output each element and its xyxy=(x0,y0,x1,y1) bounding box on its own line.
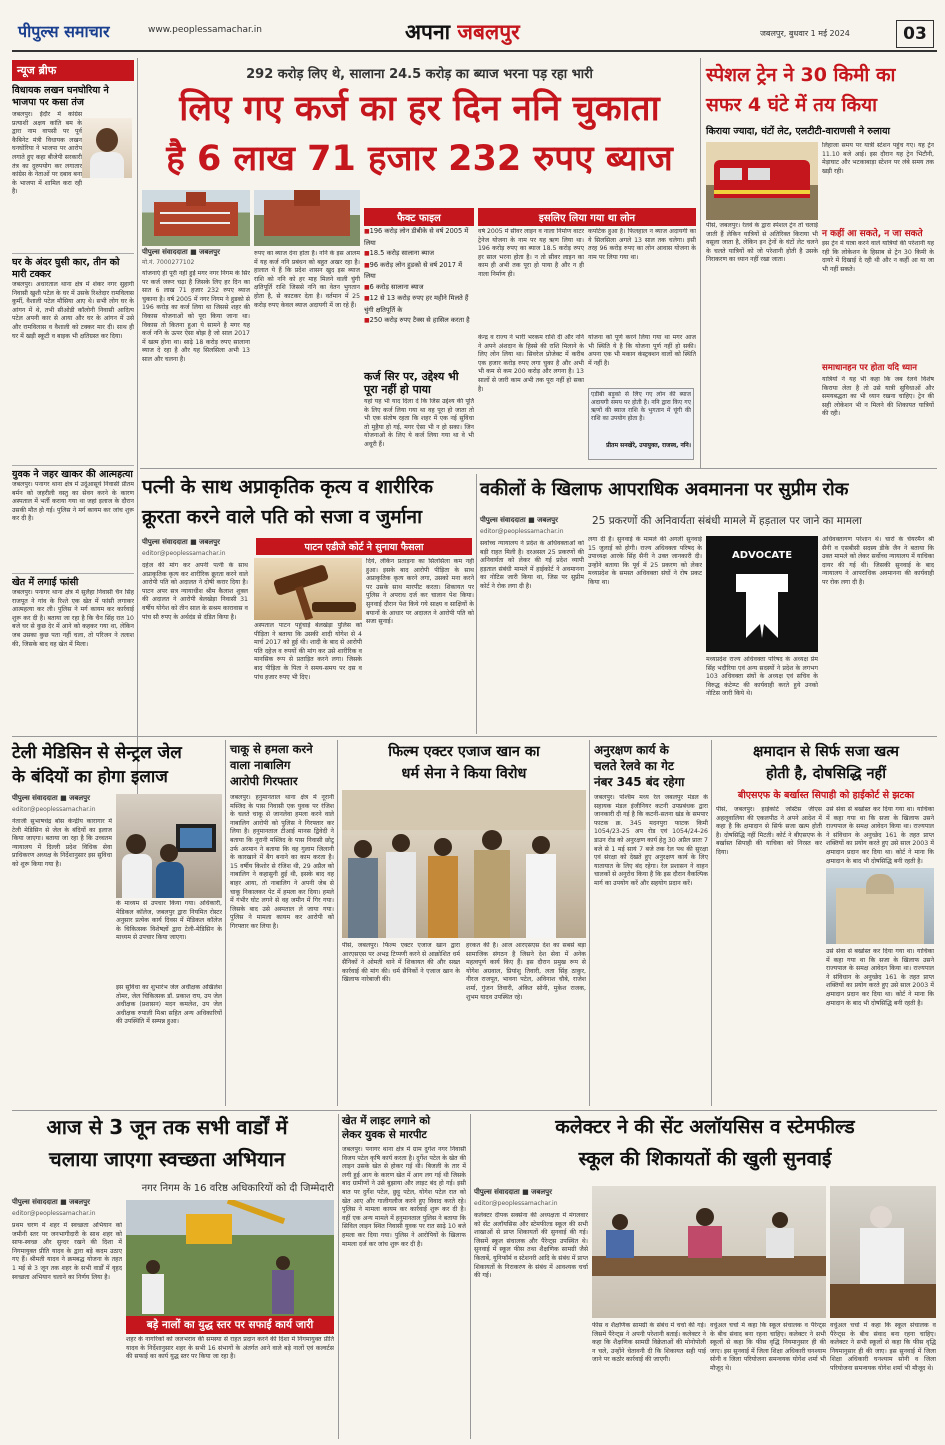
lawyers-byline: पीपुल्स संवाददाता ■ जबलपुर xyxy=(480,516,558,524)
fact-item: ■ 196 करोड़ लोन डीबीके से वर्ष 2005 में लिया xyxy=(364,226,474,248)
masthead-rule xyxy=(12,50,937,52)
cleanliness-divider xyxy=(338,1114,339,1439)
collector-email: editor@peoplessamachar.in xyxy=(474,1200,558,1207)
fact-file-title: फैक्ट फाइल xyxy=(364,208,474,226)
fact-list xyxy=(364,226,474,327)
lead-body-col3: यहां यह भी याद दिला दें कि जिस उद्देश्य की पूर्ति के लिए कर्ज लिया गया था वह पूरा हो जाता तो भी एक संतोष रहता कि शहर में एक नई सुविधा तो मुहैया हो गई, मगर ऐसा भी न हो सका। जिन योजनाओं के लिए ये कर्ज लिया गया था वे भी अधूरी हैं। xyxy=(364,398,474,448)
lead-body-col2: रुपए का ब्याज देना होता है। ननि के इस आलम में यह कर्ज ननि प्रबंधन को बहुत अखर रहा है। हालात ये हैं कि प्रदेश शासन खुद इस ब्याज राशि को ननि को हर माह मिलने वाली चुंगी क्षतिपूर्ति राशि जिससे ननि का वेतन भुगतान होता है, से काटकर देता है। वर्तमान में 25 करोड़ रुपए केवल ब्याज अदायगी में जा रहे हैं। xyxy=(254,250,360,309)
municipal-building-photo xyxy=(142,190,250,246)
section-divider-3 xyxy=(12,1110,937,1111)
train-body-col4: यात्रियों ने यह भी कहा कि जब रेलवे विशेष किराया लेता है तो उसे यात्री सुविधाओं और समयबद्धता का भी ध्यान रखना चाहिए। ट्रेन की सही लोकेशन भी न मिलने की शिकायत यात्रियों की रही। xyxy=(822,376,934,418)
fact-item: ■ 6 करोड़ सालाना ब्याज xyxy=(364,282,474,294)
advocate-graphic xyxy=(706,536,818,652)
telemed-divider xyxy=(225,740,226,1106)
actor-headline-line1: फिल्म एक्टर एजाज खान का xyxy=(388,744,540,760)
brief-body: जबलपुर। ईंदौर में कांग्रेस प्रत्याशी अक्षय कांति बम के द्वारा नाम वापसी पर पूर्व कैबिनेट मंत्री विधायक लखन घनघोरिया ने भाजपा पर आरोप लगाते हुए कहा बीजेपी सरकारी तंत्र का दुरुपयोग कर लगातार कांग्रेस के नेताओं पर दबाव बना के भाजपा में शामिल करा रही है। xyxy=(12,111,82,196)
knife-body: जबलपुर। हनुमानताल थाना क्षेत्र में नूरानी मस्जिद के पास निवासी एक युवक पर रंजिश के चलते चाकू से जानलेवा हमला करने वाले नाबालिग आरोपी को पुलिस ने गिरफ्तार कर लिया है। हनुमानताल टीआई मानस द्विवेदी ने बताया कि नूरानी मस्जिद के पास निवासी छोटू उर्फ अरमान ने बताया कि वह गुलाम जिलानी के कारखाने में बैग बनाने का काम करता है। 15 वर्षीय किशोर से रंजिश थी, 29 अप्रैल को नाबालिग ने कहासुनी हुई थी, इसके बाद वह बाहर आया, तो नाबालिग ने अपनी जेब से चाकू निकालकर पेट में हमला कर दिया। हमले में गंभीर घोट लगने से वह जमीन में गिर गया। जिसके बाद उसे अस्पताल ले जाया गया। पुलिस ने मामला कायम कर आरोपी को गिरफ्तार कर लिया है। xyxy=(230,794,334,930)
pardon-subheadline: बीएसएफ के बर्खास्त सिपाही को हाईकोर्ट से झटका xyxy=(737,790,915,801)
drain-cleaning-photo xyxy=(126,1200,334,1316)
section-title-part1: अपना xyxy=(405,20,451,44)
rail-body: जबलपुर। पश्चिम मध्य रेल जबलपुर मंडल के सहायक मंडल इंजीनियर कटनी उपप्रबंधक द्वारा जानकारी दी गई है कि कटनी-सतना खंड के समपार फाटक क्र. 345 मदनपुरा फाटक किमी 1054/23-25 अप रोड एवं 1054/24-26 डाउन रोड को अनुरक्षण कार्य हेतु 30 अप्रैल प्रातः 7 बजे से 1 मई सायं 7 बजे तक रेल पथ की सुरक्षा एवं संरक्षा को देखते हुए अनुरक्षण कार्य के लिए यातायात के लिए बंद रहेगा। रेल प्रशासन ने वाहन चालकों से अनुरोध किया है कि इस दौरान वैकल्पिक मार्ग का उपयोग करें और सहयोग प्रदान करें। xyxy=(594,794,708,887)
website-url: www.peoplessamachar.in xyxy=(148,25,262,35)
brand-logo: पीपुल्स समाचार xyxy=(18,22,110,41)
actor-body-col1: पीसं, जबलपुर। फिल्म एक्टर एजाज खान द्वारा आरएसएस पर अभद्र टिप्पणी करने से आक्रोशित धर्म सैनिकों ने ओमती थाने में शिकायत की और सख्त कार्रवाई की मांग की। धर्म सैनिकों ने एजाज खान के खिलाफ नारेबाजी की। xyxy=(342,942,460,984)
collector-body-col1: कलेक्टर दीपक सक्सेना की अध्यक्षता में मंगलवार को सेंट अलॉयसिस और स्टेमफील्ड स्कूल की सभी शाखाओं से प्राप्त शिकायतों की सुनवाई की गई। जिसमें स्कूल संचालक और पैरेन्ट्स उपस्थित थे। सुनवाई में स्कूल फीस तथा शैक्षणिक सामग्री जैसे किताबें, यूनिफॉर्म व स्टेशनरी आदि के संबंध में प्राप्त शिकायतों के निराकरण के संबंध में आवश्यक चर्चा की गई। xyxy=(474,1212,588,1280)
train-headline-line1: स्पेशल ट्रेन ने 30 किमी का xyxy=(706,64,896,86)
lakhan-ghanghoriya-photo xyxy=(82,118,132,178)
cleanliness-headline-line1: आज से 3 जून तक सभी वार्डों में xyxy=(46,1115,288,1139)
pardon-body-col1: पीसं, जबलपुर। हाईकोर्ट जस्टिस जीएस अहलूवालिया की एकलपीठ ने अपने आदेश में कहा है कि क्षमादान से सिर्फ सजा खत्म होती है। दोषसिद्धि नहीं मिटती। कोर्ट ने बीएसएफ के बर्खास्त सिपाही की याचिका को निरस्त कर दिया। xyxy=(716,806,822,856)
quote-attribution: प्रीतम सनखेरे, उपायुक्त, राजस्व, ननि। xyxy=(606,442,691,449)
pardon-body-col3: उसे सेवा से बर्खास्त कर दिया गया था। याचिका में कहा गया था कि सजा के खिलाफ उसने राज्यपाल के समक्ष आवेदन किया था। राज्यपाल ने संविधान के अनुच्छेद 161 के तहत प्राप्त शक्तियों का प्रयोग करते हुए उसे साल 2003 में क्षमादान प्रदान कर दिया था। कोर्ट ने माना कि क्षमादान के बाद भी दोषसिद्धि बनी रहती है। xyxy=(826,948,934,1007)
fact-item: ■ 96 करोड़ लोन हुडको से वर्ष 2017 में लिया xyxy=(364,260,474,282)
lawyers-body-col1: सर्वोच्च न्यायालय ने प्रदेश के अधिवक्ताओं को बड़ी राहत मिली है। दरअसल 25 प्रकरणों की अनिवार्यता को लेकर की गई प्रदेश व्यापी हड़ताल संबंधी मामले में हाईकोर्ट ने अवमानना का नोटिस जारी किया था, जिस पर सुप्रीम कोर्ट ने रोक लगा दी है। xyxy=(480,540,584,590)
brief-item xyxy=(12,573,134,759)
actor-divider xyxy=(589,740,590,1106)
brief-item xyxy=(12,465,134,569)
lead-body-col5: कपटिक हुआ है। फिलहाल न ब्याज अदायगी का ये सिलसिला अगले 13 साल तक चलेगा। इसी तरह 96 करोड़ रुपए का लोन आवास योजना के नाम पर लिया गया था। xyxy=(588,228,696,261)
collector-body-col2: फीस व शैक्षणिक सामग्री के संबंध में चर्चा की गई। जिसमें पैरेन्ट्स ने अपनी परेशानी बताई। कलेक्टर ने कहा कि शैक्षणिक सामग्री विक्रेताओं की मोनोपोली न चले, उन्होंने चेतावनी दी कि शिकायत सही पाई जाने पर कठोर कार्रवाई की जाएगी। xyxy=(592,1322,706,1364)
lead-body-col1: योजनाएं ही पूरी नहीं हुईं मगर नगर निगम के सिर पर कर्ज जरूर चढ़ा है जिसके लिए हर दिन का सात 6 लाख 71 हजार 232 रुपए ब्याज चुकाना है। वर्ष 2005 में नगर निगम ने हुडको से 196 करोड़ का कर्ज लिया था जिससे शहर की विकास योजनाओं को पूरा किया जाना था। विकास तो कितना हुआ ये सामने है मगर यह कर्ज ननि के ऊपर ऐसा बोझ है जो साल 2017 में खत्म होना था। साढ़े 18 करोड़ रुपए सालाना ब्याज दे रहा है और यह सिलसिला अभी 13 साल और चलना है। xyxy=(142,270,250,363)
cleanliness-subheadline: नगर निगम के 16 वरिष्ठ अधिकारियों को दी जिम्मेदारी xyxy=(141,1183,334,1194)
lawyers-body-col3: अधिवक्तागण परेशान थे। चारों के चेयरमैन श्री सैनी व एसबीसी सदस्य डीके जैन ने बताया कि उक्त मामले को लेकर सर्वोच्च न्यायालय में याचिका दायर की गई थी। जिसकी सुनवाई के बाद न्यायालय ने आपराधिक अवमानना की कार्यवाही पर रोक लगा दी है। xyxy=(822,536,934,586)
train-photo xyxy=(706,142,818,220)
collector-hearing-photo xyxy=(592,1186,826,1318)
fact-item: ■ 250 करोड़ रुपए टैक्स से हासिल करता है xyxy=(364,315,474,327)
collector-meeting-photo xyxy=(830,1186,936,1318)
lead-byline: पीपुल्स संवाददाता ■ जबलपुर xyxy=(142,248,220,256)
municipal-building-photo-2 xyxy=(254,190,360,246)
wireman-headline-line2: लेकर युवक से मारपीट xyxy=(342,1129,427,1141)
train-headline-line2: सफर 4 घंटे में तय किया xyxy=(706,94,878,116)
rail-headline-line2: चलते रेलवे का गेट xyxy=(594,759,674,773)
wireman-divider xyxy=(470,1114,471,1439)
drain-photo-banner: बड़े नालों का युद्ध स्तर पर सफाई कार्य जारी xyxy=(126,1316,334,1334)
rail-headline-line3: नंबर 345 बंद रहेगा xyxy=(594,775,685,789)
telemedicine-photo xyxy=(116,794,222,898)
advocate-band-icon xyxy=(706,568,818,648)
section-divider-2 xyxy=(12,736,937,737)
masthead xyxy=(0,0,945,50)
brief-body: जबलपुर। अधारताल थाना क्षेत्र में शंकर नगर सुहागी निवासी खुशी पटेल के घर में उसके रिश्तेदार रामविलास कुर्मी, वैशाली पटेल मौसिया आए थे। सभी लोग घर के आंगन में थे, तभी सीओडी कॉलोनी निवासी आदित्य पटेल अपनी कार से आया और घर के आंगन में उसे और रामविलास व वैशाली को टक्कर मार दी। साथ ही घर में खड़ी स्कूटी व बाइक भी क्षतिग्रस्त कर दिया। xyxy=(12,281,134,340)
section-title-part2: जबलपुर xyxy=(457,20,520,44)
wife-body-col2: अस्पताल पाटन पहुंचाई बेलखेड़ा पुलिस को पीड़िता ने बताया कि उसकी शादी योगेश से 4 मार्च 2017 को हुई थी। शादी के बाद से आरोपी पति दहेज व रुपयों की मांग कर उसे शारीरिक व मानसिक रूप से प्रताड़ित करने लगा। जिसके बाद पीड़िता के पिता ने समय-समय पर दस व पांच हजार रुपए भी दिए। xyxy=(254,622,362,681)
official-quote-box xyxy=(588,388,694,460)
telemed-body-col1: नेताजी सुभाषचंद्र बोस केन्द्रीय कारागार में टेली मेडिसिन से जेल के बंदियों का इलाज किया जाएगा। बताया जा रहा है कि उच्चतम न्यायालय में दिल्ली प्रदेश विधिक सेवा प्राधिकरण अध्यक्ष के निर्देशानुसार इस सुविधा को शुरू किया गया है। xyxy=(12,818,112,868)
collector-headline-line2: स्कूल की शिकायतों की खुली सुनवाई xyxy=(578,1148,832,1170)
cleanliness-body-col1: प्रथम चरण में शहर में स्वच्छता अभियान को जमीनी स्तर पर जनभागीदारी के साथ शहर को साफ-स्वच्छ और सुन्दर रखने की दिशा में निगमायुक्त प्रीति यादव के द्वारा बड़े कदम उठाए गए हैं। श्रीमती यादव ने क्रमबद्ध योजना के तहत 1 मई से 3 जून तक शहर के सभी वार्डों में वृहद स्वच्छता अभियान चलाने का निर्णय लिया है। xyxy=(12,1222,122,1281)
train-subhead-1: न कहीं आ सकते, न जा सकते xyxy=(822,229,923,239)
telemed-headline-line1: टेली मेडिसिन से सेन्ट्रल जेल xyxy=(12,743,182,763)
cleanliness-body-col2: शहर के नागरिकों को जलभराव की समस्या से राहत प्रदान करने की दिशा में निगमायुक्त प्रीति यादव के निर्देशानुसार शहर के सभी 16 संभागों के अंतर्गत आने वाले बड़े नालों एवं कल्वर्टस की सफाई का कार्य युद्ध स्तर पर किया जा रहा है। xyxy=(126,1336,334,1361)
fact-file xyxy=(364,208,474,324)
news-brief-title: न्यूज ब्रीफ xyxy=(12,60,134,81)
actor-body-col2: हरकत की है। आज आरएसएस देश का सबसे बड़ा सामाजिक संगठन है जिसने देश सेवा में अनेक महत्वपूर्ण कार्य किए हैं। इस दौरान प्रमुख रूप से योगेश अग्रवाल, प्रियांशु तिवारी, लता सिंह ठाकुर, नीरज राजपूत, भावना पटेल, अविनाश चौबे, राजेश शर्मा, गुंजन तिवारी, अंकित सोनी, मुकेश राजक, शुभम यादव उपस्थित रहे। xyxy=(466,942,586,1001)
pardon-headline-line1: क्षमादान से सिर्फ सजा खत्म xyxy=(753,744,899,760)
train-subheadline: किराया ज्यादा, घंटों लेट, एलटीटी-वाराणसी ने रुलाया xyxy=(706,126,890,137)
brief-headline: खेत में लगाई फांसी xyxy=(12,577,79,588)
protest-photo xyxy=(342,790,586,938)
knife-headline-line2: वाला नाबालिग xyxy=(230,758,291,772)
telemed-headline-line2: के बंदियों का होगा इलाज xyxy=(12,767,168,787)
brief-body: जबलपुर। पनागर थाना क्षेत्र में उर्दूआसूर्य निवासी प्रीतम बर्मन को जहरीली वस्तु का सेवन करने के कारण अस्पताल में भर्ती कराया गया था जहां इलाज के दौरान उसकी मौत हो गई। पुलिस ने मर्ग कायम कर जांच शुरू कर दी है। xyxy=(12,481,134,523)
lead-subhead-1: कर्ज सिर पर, उद्देश्य भी पूरा नहीं हो पाया xyxy=(364,370,459,396)
pardon-headline-line2: होती है, दोषसिद्धि नहीं xyxy=(765,766,887,782)
train-body-col1: पीसं, जबलपुर। रेलवे के द्वारा स्पेशल ट्रेन तो चलाई जाती हैं लेकिन यात्रियों से अतिरिक्त किराया भी वसूला जाता है, लेकिन इन ट्रेनों के घंटों लेट चलने के चलते यात्रियों को जो परेशानी होती है उसके निराकरण का ध्यान नहीं रखा जाता। xyxy=(706,222,818,264)
brief-headline: विधायक लखन घनघोरिया ने भाजपा पर कसा तंज xyxy=(12,85,109,108)
lawyers-body-col2: लगा दी है। सुनवाई के मामले की अगली सुनवाई 15 जुलाई को होगी। राज्य अधिवक्ता परिषद के उपाध्यक्ष आरके सिंह सैनी ने उक्त जानकारी दी। उन्होंने बताया कि पूर्व में 25 प्रकरण को लेकर मध्यप्रदेश के समस्त अधिवक्ता संघों ने रोष प्रकट किया था। xyxy=(588,536,702,586)
section-title xyxy=(405,18,520,46)
telemed-email: editor@peoplessamachar.in xyxy=(12,806,96,813)
knife-headline-line1: चाकू से हमला करने xyxy=(230,742,313,756)
lead-phone: मो.नं. 7000277102 xyxy=(142,259,195,266)
train-subhead-2: समाधानहन पर होता यदि ध्यान xyxy=(822,363,918,373)
wife-headline-line1: पत्नी के साथ अप्राकृतिक कृत्य व शारीरिक xyxy=(142,476,433,498)
quote-text: एडीबी बड़ूको से लिए गए लोन की ब्याज अदायगी समय पर होती है। ननि द्वारा किए गए ऋणों की ब्याज राशि के भुगतान में चूंगी की राशि का उपयोग होता है। xyxy=(591,391,691,422)
wife-tag: पाटन एडीजे कोर्ट ने सुनाया फैसला xyxy=(256,538,472,555)
brief-headline: युवक ने जहर खाकर की आत्महत्या xyxy=(12,469,133,480)
high-court-photo xyxy=(826,868,934,944)
lead-body-col4: वर्ष 2005 में सीवर लाइन व नाला निर्माण वाटर ट्रेनेज योजना के नाम पर यह ऋण लिया था। 196 करोड़ रुपए का ब्याज 18.5 करोड़ रुपए हर साल भरना होता है। न तो सीवर लाइन का काम ही अभी तक पूरा हो पाया है और न ही नाला निर्माण ही। xyxy=(478,228,584,278)
wireman-body: जबलपुर। पनागर थाना क्षेत्र में ग्राम दुर्गेश नगर निवासी विजय पटेल कृषि कार्य करता है। दुर्गेश पटेल के खेत की लाइन उसके खेत से होकर गई थी। बिजली के तार में लगी हुई आग के कारण खेत में आग लग गई थी जिसके बाद ग्रामीणों ने उसे बुझाया और लाइट बंद हो गई। इसी बात पर दुर्गेश पटेल, छुट्टू पटेल, योगेश पटेल रात को खेत आए और गालीगलौज करने हुए विवाद करते रहे। पुलिस ने मामला कायम कर कार्रवाई शुरू कर दी है। वहीं एक अन्य मामले में हनुमानताल पुलिस ने बताया कि सिविल लाइन स्थित निवासी युवक पर रात साढ़े 10 बजे हमला कर दिया गया। पुलिस ने आरोपियों के खिलाफ मामला दर्ज कर जांच शुरू कर दी है। xyxy=(342,1146,466,1248)
fact-item: ■ 18.5 करोड़ सालाना ब्याज xyxy=(364,248,474,260)
wife-email: editor@peoplessamachar.in xyxy=(142,550,226,557)
actor-headline-line2: धर्म सेना ने किया विरोध xyxy=(401,766,527,782)
collector-byline: पीपुल्स संवाददाता ■ जबलपुर xyxy=(474,1188,552,1196)
news-brief-sidebar xyxy=(12,60,134,830)
cleanliness-byline: पीपुल्स संवाददाता ■ जबलपुर xyxy=(12,1198,90,1206)
wife-body-col3: दिये, लेकिन प्रताड़ना का सिलसिला कम नहीं हुआ। इसके बाद आरोपी पीड़िता के साथ अप्राकृतिक कृत्य करने लगा, उसको मना करने पर उसके साथ मारपीट करता। शिकायत पर पुलिस ने अपराध दर्ज कर चालान पेश किया। सुनवाई दौरान पेश किये गये साक्ष्य व साक्षियों के बयानों के आधार पर अदालत ने आरोपी पति को सजा सुनाई। xyxy=(366,558,474,626)
collector-body-col3: वर्चुअल चर्चा में कहा कि स्कूल संचालक व पैरेन्ट्स के बीच संवाद बना रहना चाहिए। कलेक्टर ने सभी स्कूलों से कहा कि फीस वृद्धि नियमानुसार ही की जाए। इस सुनवाई में जिला शिक्षा अधिकारी घनश्याम सोनी व जिला परियोजना समन्वयक योगेश शर्मा भी मौजूद थे। xyxy=(710,1322,826,1372)
train-body-col2: लिहाजा समय पर यात्री स्टेशन पहुंच गए। यह ट्रेन 11.10 बजे आई। इस दौरान यह ट्रेन भिटौनी, मेड़ाघाट और भटकाबाड़ा स्टेशन पर लंबे समय तक खड़ी रही। xyxy=(822,142,934,175)
wife-lawyers-divider xyxy=(476,474,477,734)
gavel-photo xyxy=(254,558,362,620)
telemed-byline: पीपुल्स संवाददाता ■ जबलपुर xyxy=(12,794,90,802)
wireman-headline-line1: खेत में लाइट लगाने को xyxy=(342,1115,431,1127)
cleanliness-email: editor@peoplessamachar.in xyxy=(12,1210,96,1217)
rail-headline-line1: अनुरक्षण कार्य के xyxy=(594,743,669,757)
lead-train-divider xyxy=(700,58,701,468)
collector-body-col4: वर्चुअल चर्चा में कहा कि स्कूल संचालक व पैरेन्ट्स के बीच संवाद बना रहना चाहिए। कलेक्टर ने सभी स्कूलों से कहा कि फीस वृद्धि नियमानुसार ही की जाए। इस सुनवाई में जिला शिक्षा अधिकारी घनश्याम सोनी व जिला परियोजना समन्वयक योगेश शर्मा भी मौजूद थे। xyxy=(830,1322,936,1372)
lead-body-col6: केन्द्र व राज्य ने भारी भरकम राशि दी और ननि ने अपने अंशदान के हिस्से की राशि मिलाने के लिए लोन लिया था। सिवरेज प्रोजेक्ट में करीब एक हजार करोड़ रुपए लगा चुका है और अभी भी कम से कम 200 करोड़ और लगना है। 13 सालों से जारी काम अभी तक पूरा नहीं हो सका है। xyxy=(478,334,584,393)
edition-date: जबलपुर, बुधवार 1 मई 2024 xyxy=(760,29,850,38)
page-number: 03 xyxy=(896,20,934,48)
collector-headline-line1: कलेक्टर ने की सेंट अलॉयसिस व स्टेमफील्ड xyxy=(555,1116,855,1138)
knife-divider xyxy=(337,740,338,1106)
wife-headline-line2: क्रूरता करने वाले पति को सजा व जुर्माना xyxy=(142,506,423,528)
lawyers-headline: वकीलों के खिलाफ आपराधिक अवमानना पर सुप्रीम रोक xyxy=(480,479,849,500)
telemed-body-col2: के माध्यम से उपचार किया गया। अधिकारी, मेडिकल कॉलेज, जबलपुर द्वारा नियमित रोस्टर अनुसार प्रत्येक कार्य दिवस में मेडिकल कॉलेज के चिकित्सक विशेषज्ञों द्वारा टेली-मेडिसिन के माध्यम से उपचार किया जाएगा। xyxy=(116,900,222,942)
lawyers-email: editor@peoplessamachar.in xyxy=(480,528,564,535)
brief-item xyxy=(12,85,134,249)
brief-headline: घर के अंदर घुसी कार, तीन को मारी टक्कर xyxy=(12,257,120,280)
telemed-body-col3: इस सुविधा का शुभारंभ जेल अधीक्षक अखिलेश तोमर, जेल चिकित्सक डॉ. प्रकाश राय, उप जेल अधीक्षक (प्रशासन) मदन कमलेश, उप जेल अधीक्षक रुपाली मिश्रा सहित अन्य अधिकारियों की उपस्थिति में सम्पन्न हुआ। xyxy=(116,984,222,1026)
advocate-caption: मध्यप्रदेश राज्य अधिवक्ता परिषद के अध्यक्ष प्रेम सिंह भदौरिया एवं अन्य सदस्यों ने प्रदेश के लगभग 103 अधिवक्ता संघों के अध्यक्ष एवं सचिव के विरुद्ध कंटेम्प्ट की कार्यवाही करते हुये उनको नोटिस जारी किये थे। xyxy=(706,656,818,698)
advocate-label: ADVOCATE xyxy=(731,550,793,561)
wife-body-col1: दहेज की मांग कर अपनी पत्नी के साथ अप्राकृतिक कृत्य कर शारीरिक क्रूरता करने वाले आरोपी पति को अदालत ने दोषी करार दिया है। पाटन अपर सत्र न्यायाधीश श्रीम कैलाश शुक्ल की अदालत ने आरोपी बेलखेड़ा निवासी 31 वर्षीय योगेश को तीन साल के सश्रम कारावास व पांच सौ रुपए के अर्थदंड से दंडित किया है। xyxy=(142,562,248,621)
knife-headline-line3: आरोपी गिरफ्तार xyxy=(230,774,298,788)
brief-item xyxy=(12,253,134,461)
sidebar-divider xyxy=(137,58,138,828)
lead-subhead-2: इसलिए लिया गया था लोन xyxy=(478,208,696,226)
rail-divider xyxy=(711,740,712,1106)
lawyers-subheadline: 25 प्रकरणों की अनिवार्यता संबंधी मामले में हड़ताल पर जाने का मामला xyxy=(592,515,862,527)
train-body-col3: इस ट्रेन में यात्रा करने वाले यात्रियों की परेशानी यह रही कि लोकेशन के हिसाब से ट्रेन 30 किमी के दायरे में दिखाई दे रही थी और न कहीं आ या जा भी नहीं सकते। xyxy=(822,240,934,273)
lead-body-col7: योजना को पूर्ण करने लिया गया था मगर आज भी स्थिति ये है कि योजना पूर्ण नहीं हो सकी। अपना एक भी मकान कंस्ट्रक्शन वालों को स्थिति में नहीं है। xyxy=(588,334,696,367)
lead-kicker: 292 करोड़ लिए थे, सालाना 24.5 करोड़ का ब्याज भरना पड़ रहा भारी xyxy=(246,67,593,82)
pardon-body-col2: उसे सेवा से बर्खास्त कर दिया गया था। याचिका में कहा गया था कि सजा के खिलाफ उसने राज्यपाल के समक्ष आवेदन किया था। राज्यपाल ने संविधान के अनुच्छेद 161 के तहत प्राप्त शक्तियों का प्रयोग करते हुए उसे साल 2003 में क्षमादान प्रदान कर दिया था। कोर्ट ने माना कि क्षमादान के बाद भी दोषसिद्धि बनी रहती है। xyxy=(826,806,934,865)
cleanliness-headline-line2: चलाया जाएगा स्वच्छता अभियान xyxy=(49,1147,285,1171)
lead-headline-line2: है 6 लाख 71 हजार 232 रुपए ब्याज xyxy=(166,139,673,179)
section-divider-1 xyxy=(140,468,937,469)
lead-headline-line1: लिए गए कर्ज का हर दिन ननि चुकाता xyxy=(179,89,660,129)
wife-byline: पीपुल्स संवाददाता ■ जबलपुर xyxy=(142,538,220,546)
fact-item: ■ 12 से 13 करोड़ रुपए हर महीने मिलते हैं चुंगी क्षतिपूर्ति के xyxy=(364,293,474,315)
brief-body: जबलपुर। पनागर थाना क्षेत्र में सुलैहा निवासी चैन सिंह राजपूत ने गांव के रिश्ते एक खेत में फांसी लगाकर आत्महत्या कर ली। पुलिस ने मर्ग कायम कर कार्रवाई शुरू कर दी है। बताया जा रहा है कि चैन सिंह रात 10 बजे घर से कुछ देर में आने को कहकर गया था, लेकिन जब उसका कुछ पता नहीं चला, तो परिजन ने तलाश की, जिसके बाद वह खेत में मिला। xyxy=(12,589,134,648)
